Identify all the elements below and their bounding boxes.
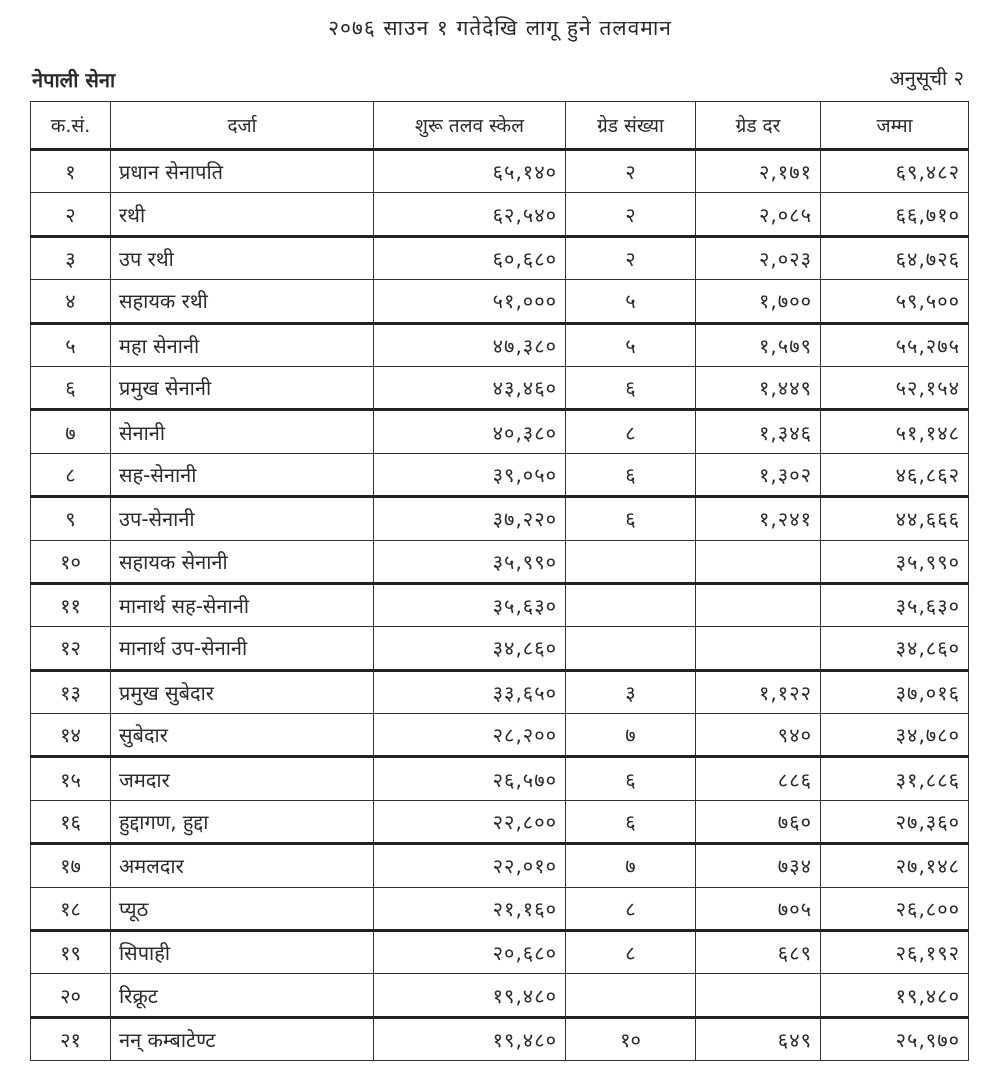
table-row: [31, 757, 969, 800]
cell-starting-scale: ६५,१४०: [374, 150, 566, 193]
column-header-grade-rate: ग्रेड दर: [696, 102, 821, 150]
cell-grade-rate: ८८६: [696, 757, 821, 800]
cell-grade-count: [566, 974, 696, 1017]
column-header-total: जम्मा: [821, 102, 969, 150]
organization-label: नेपाली सेना: [32, 68, 116, 92]
cell-serial: १४: [31, 714, 111, 757]
cell-grade-count: ६: [566, 800, 696, 843]
cell-starting-scale: ४३,४६०: [374, 366, 566, 409]
cell-starting-scale: २०,६८०: [374, 931, 566, 974]
table-row: [31, 410, 969, 453]
cell-serial: १८: [31, 887, 111, 930]
cell-starting-scale: ६२,५४०: [374, 193, 566, 236]
cell-rank: सेनानी: [111, 410, 374, 453]
cell-starting-scale: ३९,०५०: [374, 453, 566, 496]
cell-rank: उप रथी: [111, 236, 374, 279]
cell-grade-count: ६: [566, 366, 696, 409]
cell-rank: मानार्थ सह-सेनानी: [111, 583, 374, 626]
cell-starting-scale: ३५,९९०: [374, 540, 566, 583]
cell-serial: १५: [31, 757, 111, 800]
cell-grade-rate: ७०५: [696, 887, 821, 930]
cell-rank: नन् कम्बाटेण्ट: [111, 1017, 374, 1060]
cell-total: ५१,१४८: [821, 410, 969, 453]
cell-grade-count: २: [566, 150, 696, 193]
cell-serial: १३: [31, 670, 111, 713]
table-row: [31, 323, 969, 366]
table-row: [31, 583, 969, 626]
cell-rank: जमदार: [111, 757, 374, 800]
table-row: [31, 236, 969, 279]
cell-grade-count: ६: [566, 497, 696, 540]
table-row: [31, 887, 969, 930]
cell-starting-scale: २१,१६०: [374, 887, 566, 930]
cell-rank: सहायक रथी: [111, 280, 374, 323]
table-row: [31, 540, 969, 583]
cell-starting-scale: ४०,३८०: [374, 410, 566, 453]
cell-serial: १७: [31, 844, 111, 887]
cell-grade-rate: १,१२२: [696, 670, 821, 713]
cell-grade-rate: [696, 540, 821, 583]
cell-rank: सुबेदार: [111, 714, 374, 757]
table-row: [31, 844, 969, 887]
cell-serial: ९: [31, 497, 111, 540]
column-header-rank: दर्जा: [111, 102, 374, 150]
cell-grade-count: ५: [566, 323, 696, 366]
cell-grade-count: २: [566, 236, 696, 279]
document-title: २०७६ साउन १ गतेदेखि लागू हुने तलवमान: [328, 16, 672, 40]
table-row: [31, 280, 969, 323]
cell-total: ६४,७२६: [821, 236, 969, 279]
cell-grade-rate: ९४०: [696, 714, 821, 757]
cell-rank: सिपाही: [111, 931, 374, 974]
table-body: [31, 150, 969, 1061]
cell-starting-scale: २२,०१०: [374, 844, 566, 887]
cell-rank: प्रमुख सेनानी: [111, 366, 374, 409]
cell-starting-scale: १९,४८०: [374, 974, 566, 1017]
cell-rank: महा सेनानी: [111, 323, 374, 366]
cell-grade-rate: २,१७१: [696, 150, 821, 193]
cell-rank: प्रमुख सुबेदार: [111, 670, 374, 713]
cell-total: ४६,८६२: [821, 453, 969, 496]
cell-grade-count: [566, 627, 696, 670]
cell-grade-count: १०: [566, 1017, 696, 1060]
cell-serial: १२: [31, 627, 111, 670]
cell-total: २५,९७०: [821, 1017, 969, 1060]
cell-grade-rate: १,२४१: [696, 497, 821, 540]
cell-serial: ३: [31, 236, 111, 279]
cell-rank: रिक्रूट: [111, 974, 374, 1017]
cell-grade-count: ७: [566, 714, 696, 757]
cell-grade-count: ६: [566, 757, 696, 800]
cell-grade-rate: १,५७९: [696, 323, 821, 366]
table-row: [31, 366, 969, 409]
cell-total: ३४,८६०: [821, 627, 969, 670]
cell-grade-count: ६: [566, 453, 696, 496]
cell-grade-count: [566, 540, 696, 583]
cell-starting-scale: ३४,८६०: [374, 627, 566, 670]
cell-serial: १९: [31, 931, 111, 974]
cell-starting-scale: २२,८००: [374, 800, 566, 843]
column-header-serial: क.सं.: [31, 102, 111, 150]
cell-grade-rate: [696, 974, 821, 1017]
cell-serial: २१: [31, 1017, 111, 1060]
column-header-grade-count: ग्रेड संख्या: [566, 102, 696, 150]
table-row: [31, 453, 969, 496]
cell-starting-scale: ५१,०००: [374, 280, 566, 323]
cell-starting-scale: २८,२००: [374, 714, 566, 757]
cell-rank: हुद्दागण, हुद्दा: [111, 800, 374, 843]
cell-starting-scale: ४७,३८०: [374, 323, 566, 366]
cell-starting-scale: १९,४८०: [374, 1017, 566, 1060]
cell-rank: सह-सेनानी: [111, 453, 374, 496]
cell-grade-rate: २,०२३: [696, 236, 821, 279]
cell-serial: २: [31, 193, 111, 236]
cell-grade-count: ५: [566, 280, 696, 323]
cell-total: ३५,६३०: [821, 583, 969, 626]
schedule-label: अनुसूची २: [889, 66, 964, 90]
cell-serial: ११: [31, 583, 111, 626]
table-row: [31, 497, 969, 540]
table-row: [31, 670, 969, 713]
cell-grade-rate: १,३४६: [696, 410, 821, 453]
cell-grade-rate: ६४९: [696, 1017, 821, 1060]
cell-total: ३१,८८६: [821, 757, 969, 800]
cell-grade-count: ८: [566, 931, 696, 974]
cell-total: १९,४८०: [821, 974, 969, 1017]
cell-total: ५२,१५४: [821, 366, 969, 409]
cell-starting-scale: ३३,६५०: [374, 670, 566, 713]
cell-serial: २०: [31, 974, 111, 1017]
cell-total: ४४,६६६: [821, 497, 969, 540]
cell-rank: सहायक सेनानी: [111, 540, 374, 583]
cell-total: २७,३६०: [821, 800, 969, 843]
cell-grade-rate: ७६०: [696, 800, 821, 843]
cell-total: ६९,४८२: [821, 150, 969, 193]
cell-grade-count: २: [566, 193, 696, 236]
table-row: [31, 193, 969, 236]
cell-grade-rate: २,०८५: [696, 193, 821, 236]
cell-serial: १६: [31, 800, 111, 843]
cell-total: ३४,७८०: [821, 714, 969, 757]
cell-grade-rate: ७३४: [696, 844, 821, 887]
table-row: [31, 150, 969, 193]
cell-rank: उप-सेनानी: [111, 497, 374, 540]
salary-table: [30, 101, 969, 1061]
cell-rank: प्यूठ: [111, 887, 374, 930]
cell-serial: १: [31, 150, 111, 193]
cell-rank: रथी: [111, 193, 374, 236]
cell-grade-count: ३: [566, 670, 696, 713]
cell-rank: मानार्थ उप-सेनानी: [111, 627, 374, 670]
cell-serial: ६: [31, 366, 111, 409]
cell-starting-scale: २६,५७०: [374, 757, 566, 800]
cell-rank: प्रधान सेनापति: [111, 150, 374, 193]
table-row: [31, 714, 969, 757]
cell-starting-scale: ३७,२२०: [374, 497, 566, 540]
cell-serial: ८: [31, 453, 111, 496]
cell-total: २७,१४८: [821, 844, 969, 887]
cell-total: ५५,२७५: [821, 323, 969, 366]
table-row: [31, 800, 969, 843]
table-row: [31, 1017, 969, 1060]
table-row: [31, 627, 969, 670]
cell-grade-rate: १,३०२: [696, 453, 821, 496]
cell-rank: अमलदार: [111, 844, 374, 887]
cell-grade-rate: १,४४९: [696, 366, 821, 409]
table-row: [31, 974, 969, 1017]
cell-serial: १०: [31, 540, 111, 583]
cell-grade-count: [566, 583, 696, 626]
cell-grade-rate: ६८९: [696, 931, 821, 974]
cell-serial: ७: [31, 410, 111, 453]
column-header-starting-scale: शुरू तलव स्केल: [374, 102, 566, 150]
cell-total: ५९,५००: [821, 280, 969, 323]
cell-grade-rate: [696, 583, 821, 626]
cell-grade-count: ७: [566, 844, 696, 887]
table-header-row: [31, 102, 969, 150]
cell-starting-scale: ६०,६८०: [374, 236, 566, 279]
cell-grade-count: ८: [566, 887, 696, 930]
cell-total: २६,१९२: [821, 931, 969, 974]
cell-grade-rate: १,७००: [696, 280, 821, 323]
cell-starting-scale: ३५,६३०: [374, 583, 566, 626]
cell-grade-count: ८: [566, 410, 696, 453]
cell-serial: ५: [31, 323, 111, 366]
cell-serial: ४: [31, 280, 111, 323]
cell-total: ३५,९९०: [821, 540, 969, 583]
cell-total: ६६,७१०: [821, 193, 969, 236]
cell-total: २६,८००: [821, 887, 969, 930]
cell-grade-rate: [696, 627, 821, 670]
cell-total: ३७,०१६: [821, 670, 969, 713]
table-row: [31, 931, 969, 974]
